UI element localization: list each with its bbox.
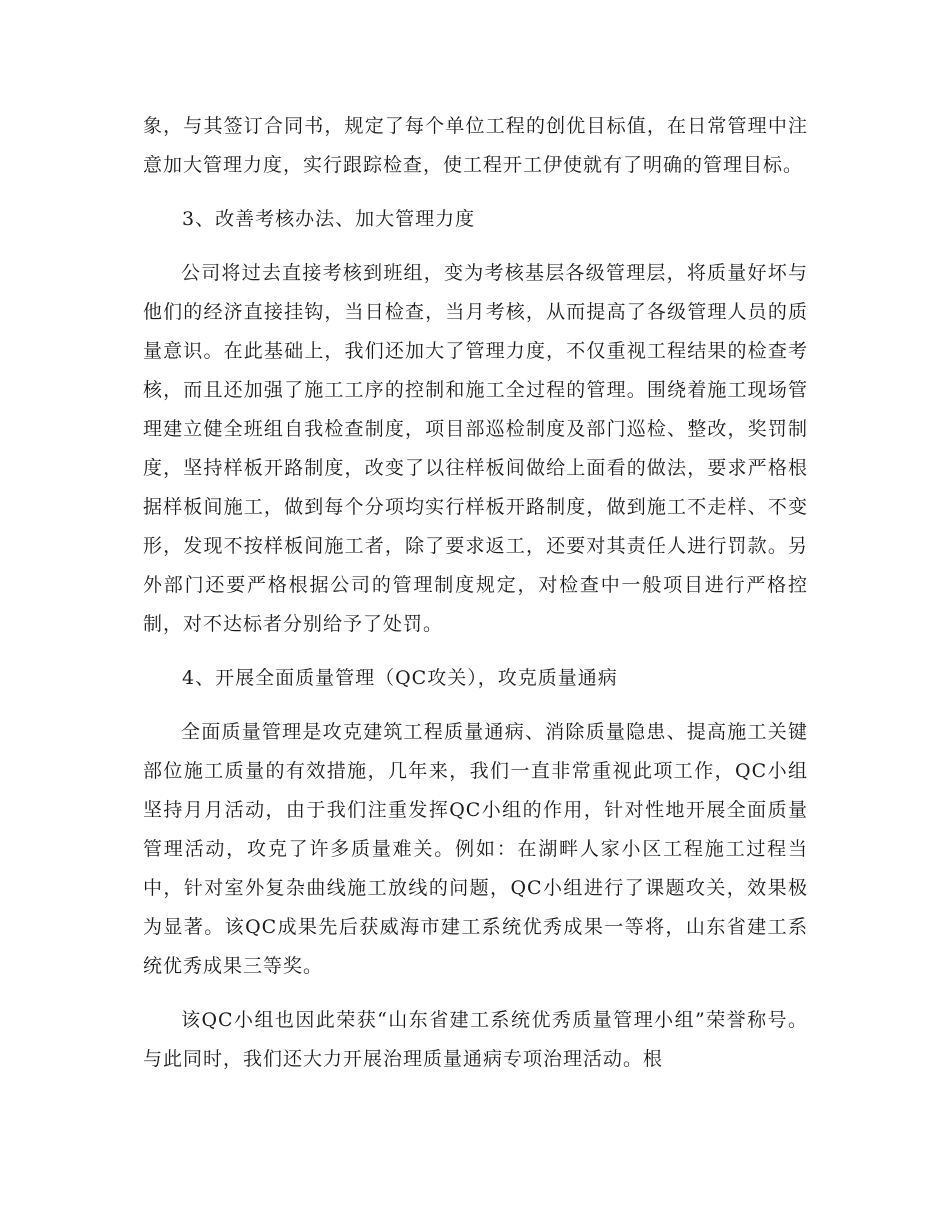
spacer bbox=[143, 185, 808, 200]
paragraph-assessment: 公司将过去直接考核到班组，变为考核基层各级管理层，将质量好坏与他们的经济直接挂钩，当日检查，当月考核，从而提高了各级管理人员的质量意识。在此基础上，我们还加大了管理力度，不仅重视工程结果的检查考核，而且还加强了施工工序的控制和施工全过程的管理。围绕着施工现场管理建立健全班组自我检查制度，项目部巡检制度及部门巡检、整改，奖罚制度，坚持样板开路制度，改变了以往样板间做给上面看的做法，要求严格根据样板间施工，做到每个分项均实行样板开路制度，做到施工不走样、不变形，发现不按样板间施工者，除了要求返工，还要对其责任人进行罚款。另外部门还要严格根据公司的管理制度规定，对检查中一般项目进行严格控制，对不达标者分别给予了处罚。 bbox=[143, 262, 808, 635]
spacer bbox=[143, 986, 808, 1001]
spacer bbox=[143, 239, 808, 254]
spacer bbox=[143, 644, 808, 659]
section-heading-4: 4、开展全面质量管理（QC攻关），攻克质量通病 bbox=[182, 667, 618, 689]
section-heading-3: 3、改善考核办法、加大管理力度 bbox=[182, 208, 476, 230]
paragraph-honor: 该QC小组也因此荣获“山东省建工系统优秀质量管理小组”荣誉称号。与此同时，我们还大力开展治理质量通病专项治理活动。根 bbox=[143, 1009, 808, 1070]
spacer bbox=[143, 698, 808, 713]
paragraph-continuation: 象，与其签订合同书，规定了每个单位工程的创优目标值，在日常管理中注意加大管理力度，实行跟踪检查，使工程开工伊使就有了明确的管理目标。 bbox=[143, 115, 808, 176]
document-body bbox=[143, 107, 808, 1079]
paragraph-quality-management: 全面质量管理是攻克建筑工程质量通病、消除质量隐患、提高施工关键部位施工质量的有效措施，几年来，我们一直非常重视此项工作，QC小组坚持月月活动，由于我们注重发挥QC小组的作用，针对性地开展全面质量管理活动，攻克了许多质量难关。例如：在湖畔人家小区工程施工过程当中，针对室外复杂曲线施工放线的问题，QC小组进行了课题攻关，效果极为显著。该QC成果先后获威海市建工系统优秀成果一等将，山东省建工系统优秀成果三等奖。 bbox=[143, 721, 808, 977]
